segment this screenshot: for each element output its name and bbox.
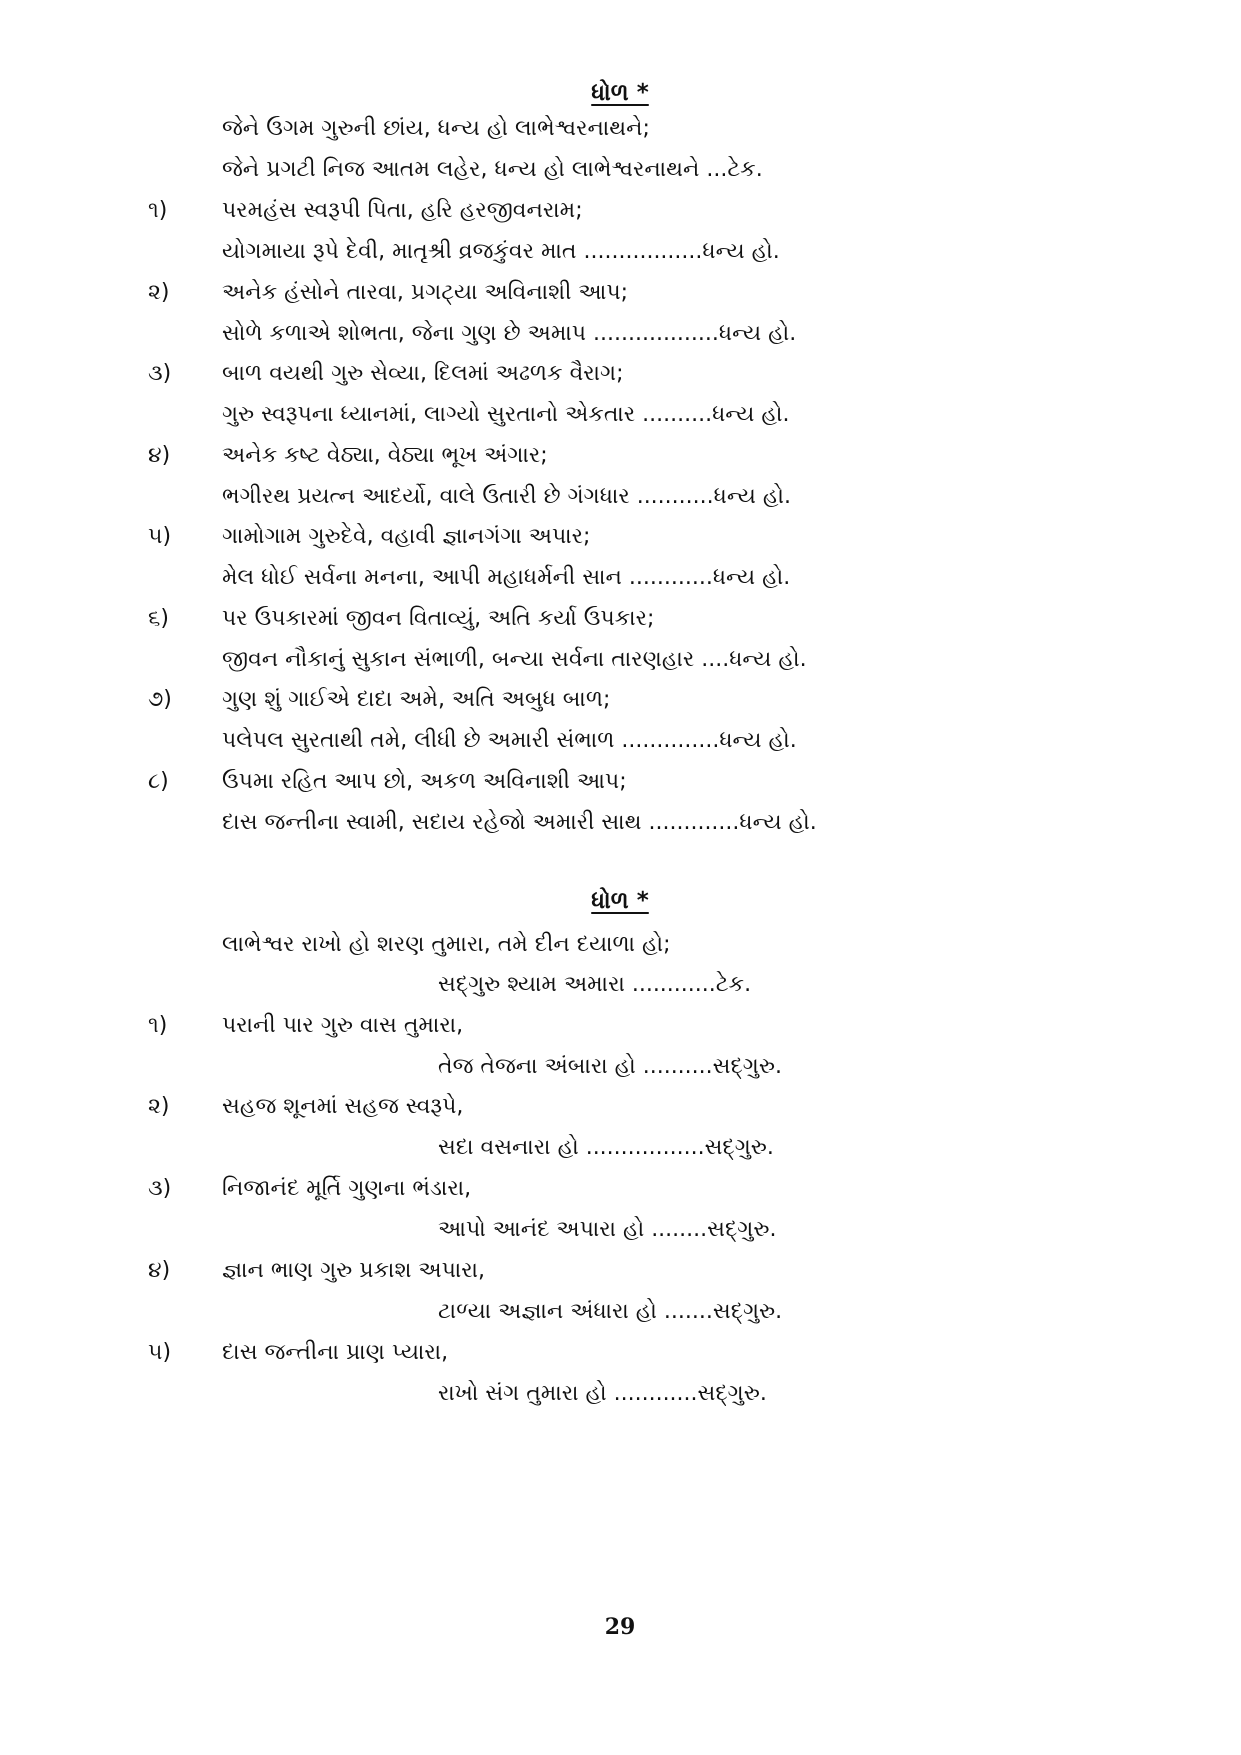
song1-verse-4-number: ૪)	[148, 443, 171, 468]
song1-verse-7-number: ૭)	[148, 687, 172, 712]
song1-title: ધોળ *	[591, 80, 649, 106]
song1-refrain-line-2: જેને પ્રગટી નિજ આતમ લહેર, ધન્ય હો લાભેશ્વરનાથને ...ટેક.	[222, 157, 763, 182]
song1-verse-3-line-1: બાળ વયથી ગુરુ સેવ્યા, દિલમાં અઢળક વૈરાગ;	[222, 361, 624, 386]
song2-verse-1-line-2: તેજ તેજના અંબારા હો ..........સદ્‌ગુરુ.	[438, 1054, 782, 1079]
song2-verse-1-line-1: પરાની પાર ગુરુ વાસ તુમારા,	[222, 1013, 464, 1038]
song2-title: ધોળ *	[591, 888, 649, 914]
song1-verse-4-line-1: અનેક કષ્ટ વેઠ્યા, વેઠ્યા ભૂખ અંગાર;	[222, 443, 548, 468]
song2-verse-5-number: ૫)	[148, 1340, 172, 1365]
song1-verse-2-line-1: અનેક હંસોને તારવા, પ્રગટ્યા અવિનાશી આપ;	[222, 280, 629, 305]
song1-verse-5-line-1: ગામોગામ ગુરુદેવે, વહાવી જ્ઞાનગંગા અપાર;	[222, 524, 591, 549]
song2-refrain-line-2: સદ્‌ગુરુ શ્યામ અમારા ............ટેક.	[438, 972, 752, 997]
song1-verse-7-line-1: ગુણ શું ગાઈએ દાદા અમે, અતિ અબુધ બાળ;	[222, 687, 611, 712]
song1-verse-1-number: ૧)	[148, 198, 168, 223]
song1-verse-3-number: ૩)	[148, 361, 172, 386]
song1-verse-4-line-2: ભગીરથ પ્રયત્ન આદર્યો, વાલે ઉતારી છે ગંગધાર ...........ધન્ય હો.	[222, 484, 791, 509]
song1-verse-5-number: ૫)	[148, 524, 172, 549]
song2-verse-3-line-1: નિજાનંદ મૂર્તિ ગુણના ભંડારા,	[222, 1176, 472, 1201]
song2-verse-2-line-2: સદા વસનારા હો .................સદ્‌ગુરુ.	[438, 1135, 774, 1160]
song2-verse-2-number: ૨)	[148, 1094, 170, 1119]
song2-verse-1-number: ૧)	[148, 1013, 168, 1038]
song2-refrain-line-1: લાભેશ્વર રાખો હો શરણ તુમારા, તમે દીન દયાળા હો;	[222, 932, 671, 957]
song1-verse-8-number: ૮)	[148, 769, 169, 794]
song2-verse-2-line-1: સહજ શૂનમાં સહજ સ્વરૂપે,	[222, 1094, 464, 1119]
song2-verse-5-line-1: દાસ જન્તીના પ્રાણ પ્યારા,	[222, 1340, 449, 1365]
song1-verse-8-line-2: દાસ જન્તીના સ્વામી, સદાય રહેજો અમારી સાથ .............ધન્ય હો.	[222, 810, 817, 835]
song2-verse-4-line-2: ટાળ્યા અજ્ઞાન અંધારા હો .......સદ્‌ગુરુ.	[438, 1299, 783, 1324]
song1-verse-1-line-1: પરમહંસ સ્વરૂપી પિતા, હરિ હરજીવનરામ;	[222, 198, 583, 223]
song1-verse-1-line-2: યોગમાયા રૂપે દેવી, માતૃશ્રી વ્રજકુંવર માત .................ધન્ય હો.	[222, 239, 780, 264]
page-number: 29	[604, 1614, 636, 1640]
song1-refrain-line-1: જેને ઉગમ ગુરુની છાંય, ધન્ય હો લાભેશ્વરનાથને;	[222, 116, 650, 141]
song1-verse-6-line-1: પર ઉપકારમાં જીવન વિતાવ્યું, અતિ કર્યા ઉપકાર;	[222, 606, 655, 631]
song2-verse-3-line-2: આપો આનંદ અપારા હો ........સદ્‌ગુરુ.	[438, 1217, 777, 1242]
song1-verse-2-number: ૨)	[148, 280, 170, 305]
song1-verse-8-line-1: ઉપમા રહિત આપ છો, અકળ અવિનાશી આપ;	[222, 769, 627, 794]
song2-verse-5-line-2: રાખો સંગ તુમારા હો ............સદ્‌ગુરુ.	[438, 1381, 767, 1406]
song2-verse-3-number: ૩)	[148, 1176, 172, 1201]
song2-verse-4-number: ૪)	[148, 1258, 171, 1283]
song1-verse-2-line-2: સોળે કળાએ શોભતા, જેના ગુણ છે અમાપ ..................ધન્ય હો.	[222, 321, 797, 346]
song1-verse-6-line-2: જીવન નૌકાનું સુકાન સંભાળી, બન્યા સર્વના તારણહાર ....ધન્ય હો.	[222, 647, 807, 672]
song1-verse-7-line-2: પલેપલ સુરતાથી તમે, લીધી છે અમારી સંભાળ ..............ધન્ય હો.	[222, 728, 797, 753]
song1-verse-3-line-2: ગુરુ સ્વરૂપના ધ્યાનમાં, લાગ્યો સુરતાનો એકતાર ..........ધન્ય હો.	[222, 402, 790, 427]
song2-verse-4-line-1: જ્ઞાન ભાણ ગુરુ પ્રકાશ અપારા,	[222, 1258, 486, 1283]
song1-verse-5-line-2: મેલ ધોઈ સર્વના મનના, આપી મહાધર્મની સાન ............ધન્ય હો.	[222, 565, 791, 590]
song1-verse-6-number: ૬)	[148, 606, 169, 631]
